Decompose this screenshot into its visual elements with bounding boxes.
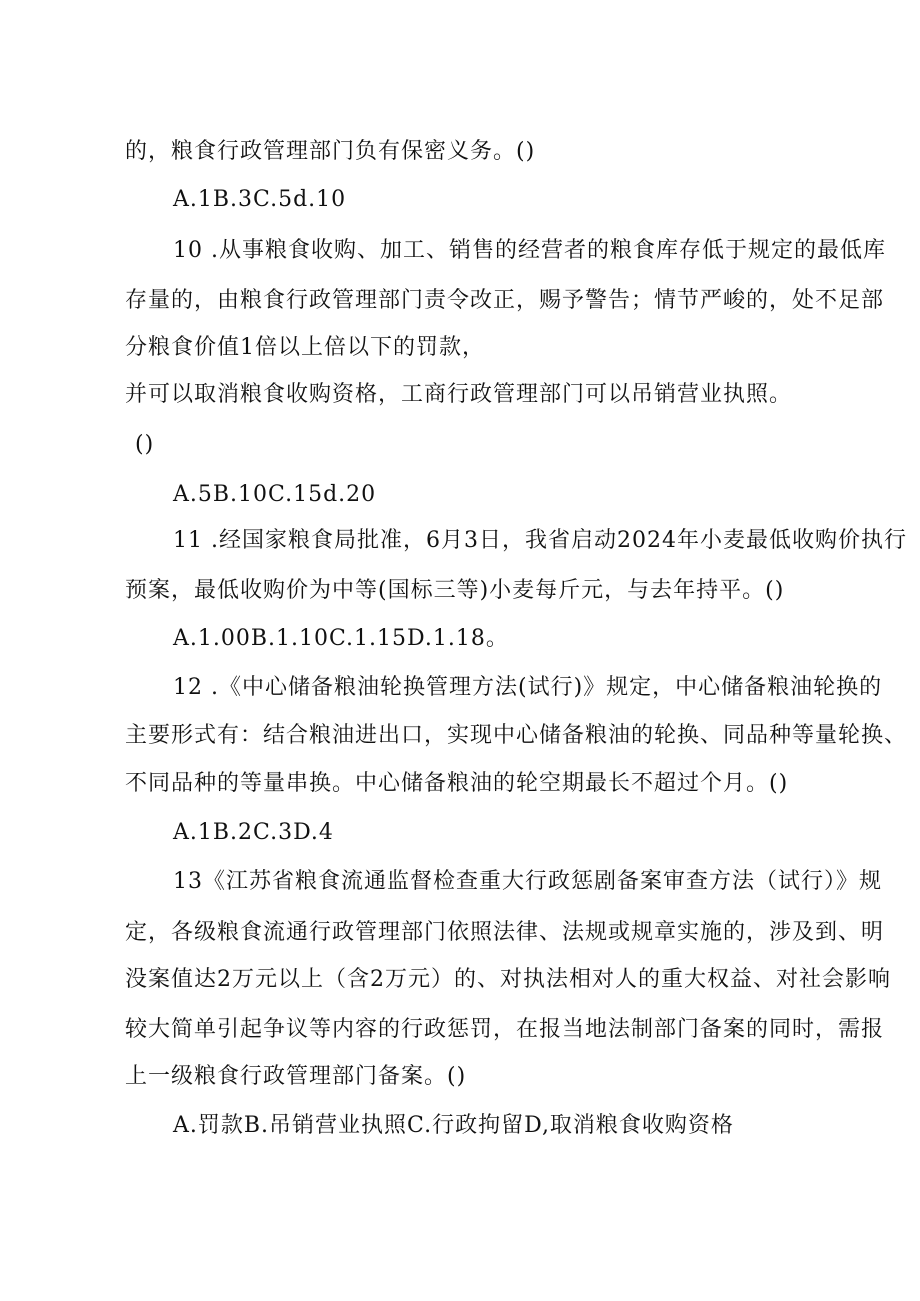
question-10-text-line-3: 分粮食价值1倍以上倍以下的罚款， bbox=[125, 335, 485, 360]
question-13-text-line-3: 没案值达2万元以上（含2万元）的、对执法相对人的重大权益、对社会影响 bbox=[125, 967, 891, 992]
question-12-text-line-2: 主要形式有：结合粮油进出口，实现中心储备粮油的轮换、同品种等量轮换、 bbox=[125, 723, 908, 748]
question-10-text-line-2: 存量的，由粮食行政管理部门责令改正，赐予警告；情节严峻的，处不足部 bbox=[125, 288, 885, 313]
question-11-text-line-1: 11 .经国家粮食局批准，6月3日，我省启动2024年小麦最低收购价执行 bbox=[173, 528, 907, 553]
question-13-options: A.罚款B.吊销营业执照C.行政拘留D,取消粮食收购资格 bbox=[173, 1113, 734, 1138]
question-9-options: A.1B.3C.5d.10 bbox=[173, 187, 347, 212]
question-12-text-line-1: 12 .《中心储备粮油轮换管理方法(试行)》规定，中心储备粮油轮换的 bbox=[173, 675, 883, 700]
question-12-options: A.1B.2C.3D.4 bbox=[173, 820, 334, 845]
question-13-text-line-4: 较大简单引起争议等内容的行政惩罚，在报当地法制部门备案的同时，需报 bbox=[125, 1017, 885, 1042]
question-11-text-line-2: 预案，最低收购价为中等(国标三等)小麦每斤元，与去年持平。() bbox=[125, 578, 785, 603]
question-13-text-line-1: 13《江苏省粮食流通监督检查重大行政惩剧备案审查方法（试行）》规 bbox=[173, 869, 882, 894]
question-12-text-line-3: 不同品种的等量串换。中心储备粮油的轮空期最长不超过个月。() bbox=[125, 771, 789, 796]
question-13-text-line-5: 上一级粮食行政管理部门备案。() bbox=[125, 1064, 467, 1089]
question-13-text-line-2: 定，各级粮食流通行政管理部门依照法律、法规或规章实施的，涉及到、明 bbox=[125, 920, 885, 945]
question-10-options: A.5B.10C.15d.20 bbox=[173, 482, 377, 507]
question-10-text-line-1: 10 .从事粮食收购、加工、销售的经营者的粮食库存低于规定的最低库 bbox=[173, 238, 886, 263]
question-9-text-end: 的，粮食行政管理部门负有保密义务。() bbox=[125, 139, 536, 164]
question-10-answer-blank: () bbox=[135, 432, 155, 457]
question-10-text-line-4: 并可以取消粮食收购资格，工商行政管理部门可以吊销营业执照。 bbox=[125, 382, 793, 407]
question-11-options: A.1.00B.1.10C.1.15D.1.18。 bbox=[173, 626, 509, 651]
